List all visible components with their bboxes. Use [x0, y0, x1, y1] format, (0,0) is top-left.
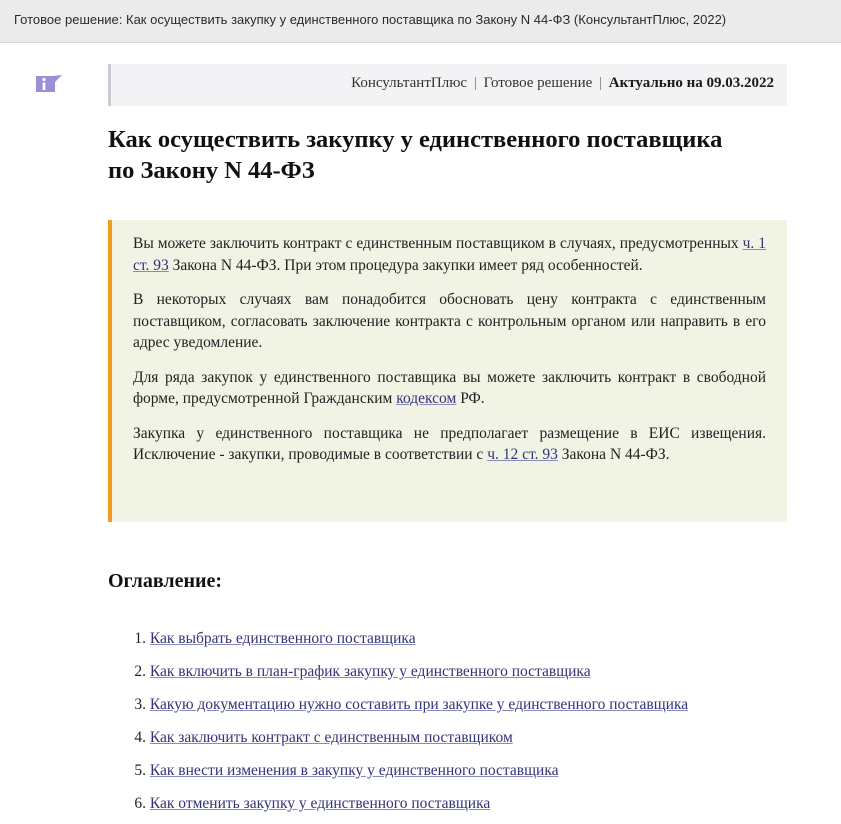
toc-item: [108, 692, 688, 725]
toc-link-cancel-procurement[interactable]: Как отменить закупку у единственного поставщика: [149, 795, 491, 812]
summary-paragraph-1: [133, 233, 766, 276]
toc-link-documentation[interactable]: Какую документацию нужно составить при закупке у единственного поставщика: [149, 696, 689, 713]
summary-text: Вы можете заключить контракт с единственным поставщиком в случаях, предусмотренных: [133, 235, 743, 252]
table-of-contents: [108, 626, 688, 824]
law-link-part12-art93[interactable]: ч. 12 ст. 93: [487, 446, 558, 463]
document-meta-bar: [108, 64, 787, 106]
doc-type-label: Готовое решение: [483, 75, 593, 91]
summary-paragraph-3: [133, 367, 766, 410]
toc-heading: Оглавление:: [108, 570, 223, 592]
separator: |: [599, 75, 603, 91]
toc-item-number: 2.: [134, 663, 146, 680]
law-link-part1-art93[interactable]: ч. 1 ст. 93: [133, 235, 767, 274]
toc-link-amend-procurement[interactable]: Как внести изменения в закупку у единственного поставщика: [149, 762, 559, 779]
page-title-line1: Как осуществить закупку у единственного поставщика: [108, 126, 723, 153]
window-title-bar: [0, 0, 841, 43]
toc-item-number: 5.: [134, 762, 146, 779]
toc-item-number: 6.: [134, 795, 146, 812]
actual-date-label: Актуально на 09.03.2022: [608, 75, 774, 91]
source-label: КонсультантПлюс: [351, 75, 468, 91]
toc-item-number: 3.: [134, 696, 146, 713]
toc-link-conclude-contract[interactable]: Как заключить контракт с единственным поставщиком: [149, 729, 513, 746]
toc-item: [108, 791, 688, 824]
window-title: Готовое решение: Как осуществить закупку у единственного поставщика по Закону N 44-ФЗ (КонсультантПлюс, 2022): [14, 12, 727, 27]
summary-box: [108, 220, 787, 522]
toc-item-number: 4.: [134, 729, 146, 746]
summary-text: Закона N 44-ФЗ. При этом процедура закупки имеет ряд особенностей.: [168, 256, 643, 274]
page-title-line2: по Закону N 44-ФЗ: [108, 157, 315, 184]
toc-link-choose-supplier[interactable]: Как выбрать единственного поставщика: [149, 630, 416, 647]
page-title: [108, 124, 798, 186]
civil-code-link[interactable]: кодексом: [396, 390, 457, 407]
summary-text: Закупка у единственного поставщика не предполагает размещение в ЕИС извещения. Исключение - закупки, проводимые в соответствии с: [133, 424, 766, 463]
info-icon[interactable]: [34, 74, 64, 94]
toc-item: [108, 725, 688, 758]
toc-link-plan-schedule[interactable]: Как включить в план-график закупку у единственного поставщика: [149, 663, 591, 680]
separator: |: [473, 75, 477, 91]
summary-text: Закона N 44-ФЗ.: [557, 446, 670, 463]
summary-text: РФ.: [456, 390, 485, 407]
summary-paragraph-2: В некоторых случаях вам понадобится обосновать цену контракта с единственным поставщиком, согласовать заключение контракта с контрольным органом или направить в его адрес уведомление.: [133, 291, 766, 351]
toc-item: [108, 659, 688, 692]
toc-item: [108, 758, 688, 791]
summary-text: Для ряда закупок у единственного поставщика вы можете заключить контракт в свободной форме, предусмотренной Гражданским: [133, 368, 766, 407]
toc-item: [108, 626, 688, 659]
toc-item-number: 1.: [134, 630, 146, 647]
summary-paragraph-4: [133, 423, 766, 466]
